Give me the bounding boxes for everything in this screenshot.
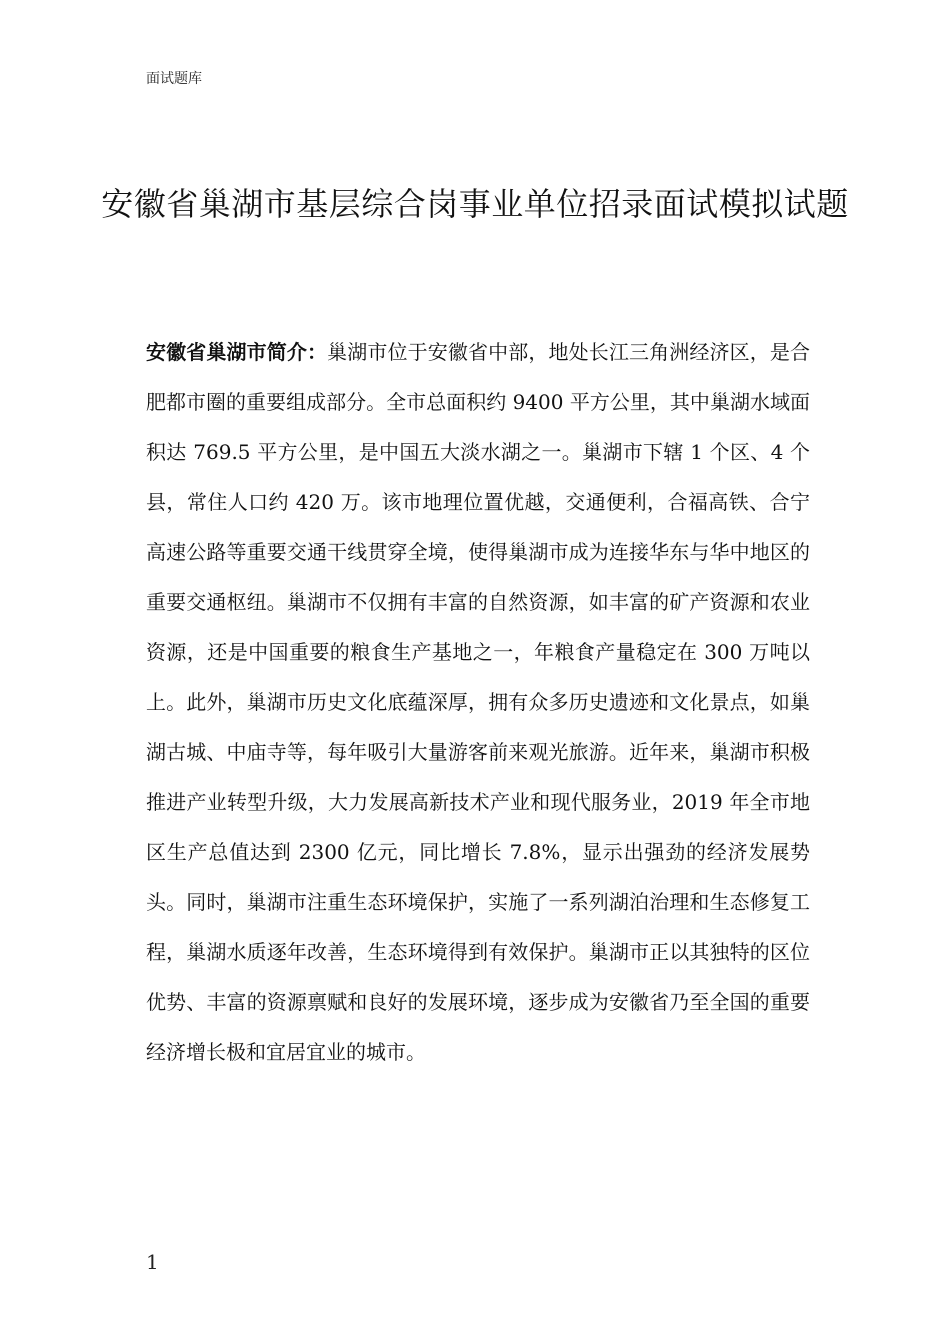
intro-label: 安徽省巢湖市简介： [146,340,328,364]
page-number: 1 [146,1250,159,1274]
page-header-label: 面试题库 [146,71,202,87]
document-title: 安徽省巢湖市基层综合岗事业单位招录面试模拟试题 [101,185,849,223]
intro-text: 巢湖市位于安徽省中部，地处长江三角洲经济区，是合肥都市圈的重要组成部分。全市总面积约 9400 平方公里，其中巢湖水域面积达 769.5 平方公里，是中国五大淡水湖之一。巢湖市下辖 1 个区、4 个县，常住人口约 420 万。该市地理位置优越，交通便利，合福高铁、合宁高速公路等重要交通干线贯穿全境，使得巢湖市成为连接华东与华中地区的重要交通枢纽。巢湖市不仅拥有丰富的自然资源，如丰富的矿产资源和农业资源，还是中国重要的粮食生产基地之一，年粮食产量稳定在 300 万吨以上。此外，巢湖市历史文化底蕴深厚，拥有众多历史遗迹和文化景点，如巢湖古城、中庙寺等，每年吸引大量游客前来观光旅游。近年来，巢湖市积极推进产业转型升级，大力发展高新技术产业和现代服务业，2019 年全市地区生产总值达到 2300 亿元，同比增长 7.8%，显示出强劲的经济发展势头。同时，巢湖市注重生态环境保护，实施了一系列湖泊治理和生态修复工程，巢湖水质逐年改善，生态环境得到有效保护。巢湖市正以其独特的区位优势、丰富的资源禀赋和良好的发展环境，逐步成为安徽省乃至全国的重要经济增长极和宜居宜业的城市。 [146,340,810,1064]
intro-paragraph [146,327,810,1077]
